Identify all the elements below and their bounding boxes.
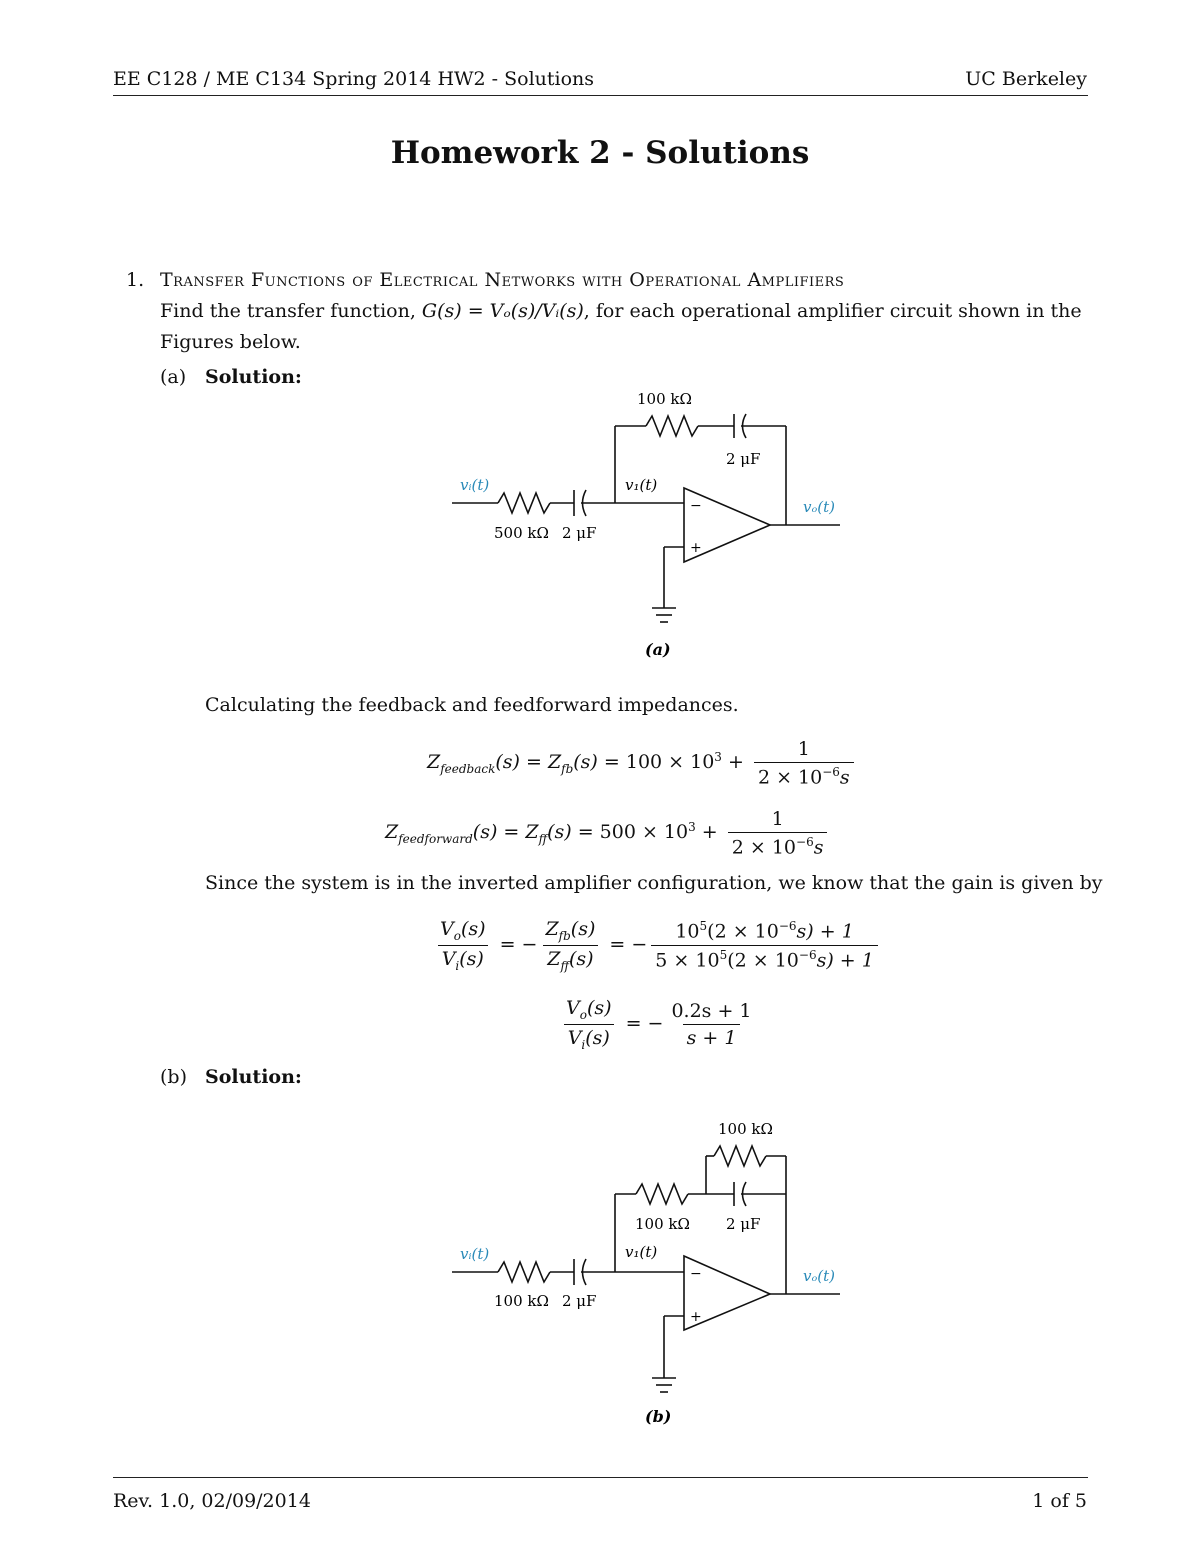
problem-statement-line1: Find the transfer function, G(s) = Vₒ(s)/Vᵢ(s), for each operational amplifier circuit shown in the xyxy=(160,300,1082,322)
label-feedback-resistor: 100 kΩ xyxy=(635,1215,690,1233)
label-input-capacitor: 2 μF xyxy=(562,524,597,542)
header-rule xyxy=(113,95,1088,96)
label-output-signal: vₒ(t) xyxy=(803,498,835,516)
equation-feedback-impedance: $Z_{feedback}(s) = Z_{fb}(s) = 100 \times 10^3$ + $\frac{1}{2 \times 10^{-6}s}$ xyxy=(427,738,858,788)
part-a-solution-label: Solution: xyxy=(205,366,302,388)
circuit-diagram-a xyxy=(440,380,860,670)
figure-caption-b: (b) xyxy=(645,1407,672,1426)
part-b-solution-label: Solution: xyxy=(205,1066,302,1088)
problem-heading: Transfer Functions of Electrical Networks with Operational Amplifiers xyxy=(160,269,845,291)
equation-gain-ratio: $\frac{V_o(s)}{V_i(s)}$ = − $\frac{Z_{fb}(s)}{Z_{ff}(s)}$ = − $\frac{10^5(2 \times 10^{-6}s) + 1}{5 \times 10^5(2 \times 10^{-6}s) + 1}$ xyxy=(432,918,882,973)
equation-feedforward-impedance: $Z_{feedforward}(s) = Z_{ff}(s) = 500 \times 10^3$ + $\frac{1}{2 \times 10^{-6}s}$ xyxy=(385,808,831,858)
label-feedback-capacitor: 2 μF xyxy=(726,450,761,468)
part-a-label: (a) xyxy=(160,366,187,388)
label-feedback-capacitor: 2 μF xyxy=(726,1215,761,1233)
op-amp-minus-terminal-b: − xyxy=(690,1266,702,1282)
label-feedback-resistor: 100 kΩ xyxy=(637,390,692,408)
label-input-resistor: 500 kΩ xyxy=(494,524,549,542)
op-amp-minus-terminal: − xyxy=(690,498,702,514)
running-header-course: EE C128 / ME C134 Spring 2014 HW2 - Solutions xyxy=(113,68,595,90)
part-b-label: (b) xyxy=(160,1066,187,1088)
label-input-signal: vᵢ(t) xyxy=(460,476,490,494)
figure-caption-a: (a) xyxy=(645,640,671,659)
part-a-intro: Calculating the feedback and feedforward impedances. xyxy=(205,694,739,716)
op-amp-plus-terminal-b: + xyxy=(690,1309,702,1325)
problem-number: 1. xyxy=(126,269,145,291)
label-input-capacitor: 2 μF xyxy=(562,1292,597,1310)
footer-revision: Rev. 1.0, 02/09/2014 xyxy=(113,1490,311,1512)
label-node-signal: v₁(t) xyxy=(625,476,658,494)
label-node-signal: v₁(t) xyxy=(625,1243,658,1261)
running-header-institution: UC Berkeley xyxy=(965,68,1087,90)
transfer-function-expr: G(s) = Vₒ(s)/Vᵢ(s) xyxy=(421,300,584,322)
footer-page-number: 1 of 5 xyxy=(1032,1490,1087,1512)
footer-rule xyxy=(113,1477,1088,1478)
part-a-gain-text: Since the system is in the inverted amplifier configuration, we know that the gain is given by xyxy=(205,872,1103,894)
problem-statement-line2: Figures below. xyxy=(160,331,301,353)
label-feedback-resistor-top: 100 kΩ xyxy=(718,1120,773,1138)
label-input-signal: vᵢ(t) xyxy=(460,1245,490,1263)
label-output-signal: vₒ(t) xyxy=(803,1267,835,1285)
label-input-resistor: 100 kΩ xyxy=(494,1292,549,1310)
circuit-diagram-b xyxy=(440,1110,860,1430)
equation-final-result: $\frac{V_o(s)}{V_i(s)}$ = − $\frac{0.2s + 1}{s + 1}$ xyxy=(558,997,760,1052)
op-amp-plus-terminal: + xyxy=(690,540,702,556)
page-title: Homework 2 - Solutions xyxy=(390,135,810,171)
